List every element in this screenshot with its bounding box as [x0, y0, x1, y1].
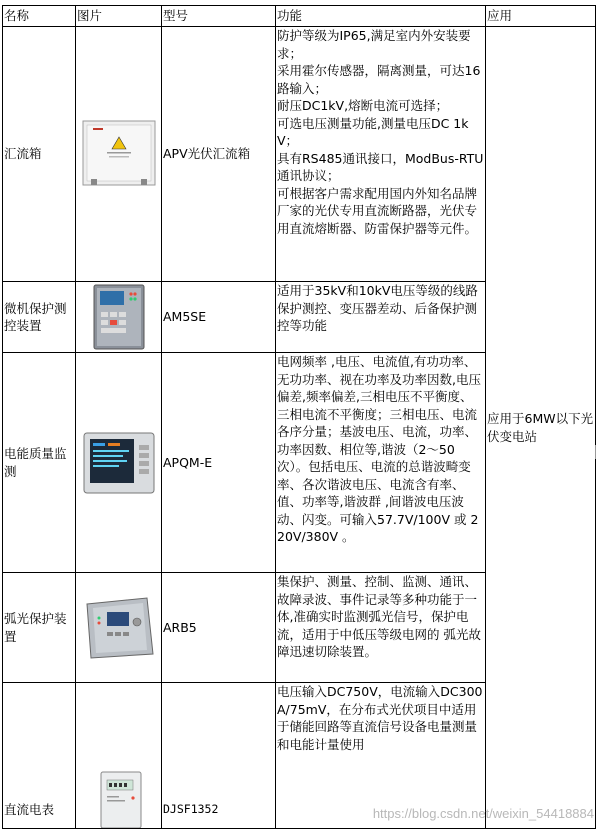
header-name: 名称: [3, 6, 76, 27]
product-image: [76, 353, 162, 573]
header-row: [3, 6, 596, 27]
power-quality-monitor-image: [82, 431, 156, 495]
product-model: DJSF1352: [162, 683, 276, 829]
table-row: [3, 27, 596, 282]
product-name: 直流电表: [3, 683, 76, 829]
header-function: 功能: [276, 6, 486, 27]
product-function: 集保护、测量、控制、监测、通讯、故障录波、事件记录等多种功能于一体,准确实时监测弧光信号，保护电流，适用于中低压等级电网的 弧光故障迅速切除装置。: [276, 573, 486, 683]
product-image: [76, 573, 162, 683]
product-name: 弧光保护装置: [3, 573, 76, 683]
arc-protection-device-image: [81, 594, 157, 662]
product-name: 电能质量监测: [3, 353, 76, 573]
scroll-indicator[interactable]: [595, 445, 600, 459]
product-function: 适用于35kV和10kV电压等级的线路保护测控、变压器差动、后备保护测控等功能: [276, 282, 486, 353]
product-image: [76, 27, 162, 282]
product-image: [76, 683, 162, 829]
product-image: [76, 282, 162, 353]
header-application: 应用: [486, 6, 596, 27]
product-table: [2, 5, 596, 829]
dc-meter-image: [89, 768, 149, 828]
product-model: ARB5: [162, 573, 276, 683]
watermark: https://blog.csdn.net/weixin_54418884: [372, 806, 594, 821]
product-model: AM5SE: [162, 282, 276, 353]
product-name: 汇流箱: [3, 27, 76, 282]
product-model: APQM-E: [162, 353, 276, 573]
product-model: APV光伏汇流箱: [162, 27, 276, 282]
protection-device-image: [91, 284, 147, 350]
application-cell: 应用于6MW以下光伏变电站: [486, 27, 596, 829]
product-name: 微机保护测控装置: [3, 282, 76, 353]
combiner-box-image: [79, 119, 159, 189]
product-function: 防护等级为IP65,满足室内外安装要求； 采用霍尔传感器，隔离测量，可达16路输入； 耐压DC1kV,熔断电流可选择； 可选电压测量功能,测量电压DC 1kV； 具有RS485通讯接口，ModBus-RTU通讯协议； 可根据客户需求配用国内外知名品牌厂家的光伏专用直流断路器，光伏专用直流熔断器、防雷保护器等元件。: [276, 27, 486, 282]
product-function: 电网频率 ,电压、电流值,有功功率、无功功率、视在功率及功率因数,电压偏差,频率偏差,三相电压不平衡度、三相电流不平衡度；三相电压、电流各序分量；基波电压、电流，功率、功率因数、相位等,谐波（2～50 次）。包括电压、电流的总谐波畸变率、各次谐波电压、电流含有率、值、功率等,谐波群 ,间谐波电压波动、闪变。可输入57.7V/100V 或 220V/380V 。: [276, 353, 486, 573]
header-model: 型号: [162, 6, 276, 27]
product-function: 电压输入DC750V，电流输入DC300A/75mV，在分布式光伏项目中适用于储能回路等直流信号设备电量测量和电能计量使用: [276, 683, 486, 829]
header-image: 图片: [76, 6, 162, 27]
